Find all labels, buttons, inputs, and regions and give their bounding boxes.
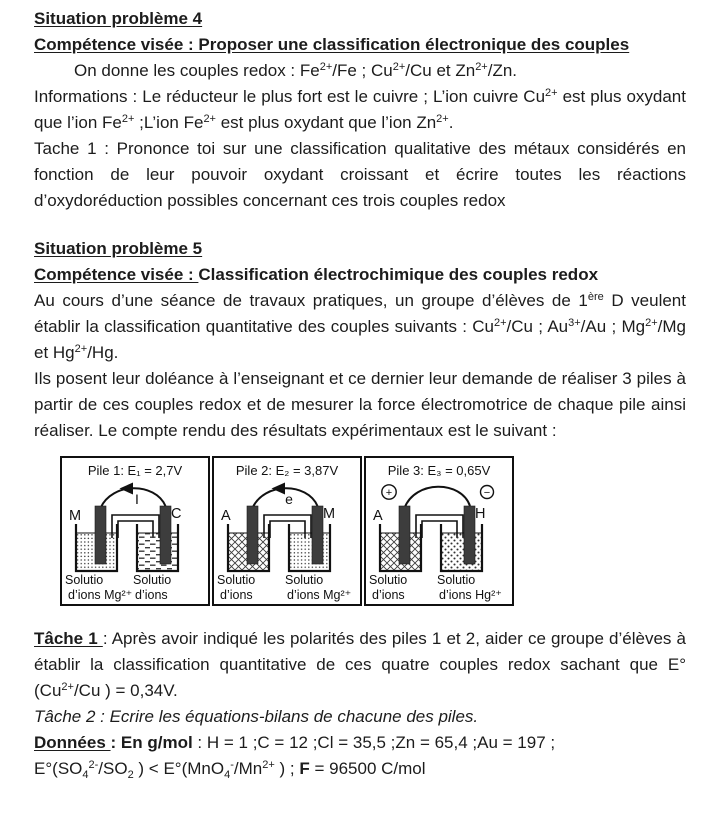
right-beaker — [137, 524, 178, 571]
pile-3-diagram — [364, 456, 514, 606]
text-segment: /SO — [98, 759, 128, 778]
electro-paragraph — [34, 756, 686, 782]
left-electrode-label: A — [373, 508, 383, 524]
text-segment: SO — [57, 759, 83, 778]
text-segment: 2+ — [262, 759, 275, 771]
left-solution-label — [369, 573, 407, 602]
sp4-competence-heading: Compétence visée : Proposer une classification électronique des couples — [34, 35, 630, 54]
left-solution-label — [65, 573, 132, 602]
text-segment: /Cu et Zn — [405, 61, 476, 80]
text-segment: /Hg. — [87, 343, 119, 362]
text-segment: . — [448, 113, 454, 132]
sp4-tache-paragraph — [34, 136, 686, 214]
right-electrode-label: H — [475, 506, 486, 522]
sp4-title: Situation problème 4 — [34, 9, 203, 28]
text-segment: 2+ — [121, 113, 135, 125]
text-segment: Ils posent leur doléance à l’enseignant et ce dernier leur demande de réaliser 3 piles à partir de ces couples redox et de mesurer la force électromotrice de chaque pile ainsi réaliser. Le compte rendu des résultats expérimentaux est le suivant : — [34, 369, 686, 440]
text-segment: 2- — [88, 759, 99, 771]
text-segment: Informations : Le réducteur le plus fort est le cuivre ; L’ion cuivre Cu — [34, 87, 546, 106]
text-segment: Au cours d’une séance de travaux pratiques, un groupe d’élèves de 1 — [34, 291, 588, 310]
right-electrode-label: M — [323, 506, 336, 522]
left-electrode — [247, 506, 258, 564]
sp5-title: Situation problème 5 — [34, 239, 203, 258]
wire — [405, 487, 471, 508]
left-electrode — [399, 506, 410, 564]
pile-2-title: Pile 2: E₂ = 3,87V — [235, 463, 339, 478]
text-segment: En g/mol — [120, 733, 193, 752]
pile-1-diagram — [60, 456, 210, 606]
text-segment: 2+ — [493, 317, 507, 329]
text-segment: ;L’ion Fe — [134, 113, 204, 132]
right-electrode — [160, 506, 171, 564]
right-solution-label — [437, 573, 502, 602]
text-segment: F — [299, 759, 310, 778]
text-segment: 2+ — [645, 317, 658, 329]
text-segment: /Cu ) = 0,34V. — [73, 681, 178, 700]
left-solution-label — [217, 573, 255, 602]
svg-text:d’ions Hg²⁺: d’ions Hg²⁺ — [439, 588, 502, 602]
text-segment: ère — [587, 291, 604, 303]
text-segment: 4 — [224, 769, 231, 781]
text-segment: : H = 1 ;C = 12 ;Cl = 35,5 ;Zn = 65,4 ;Au = 197 ; — [192, 733, 556, 752]
text-segment: /Zn. — [487, 61, 518, 80]
text-segment: 4 — [82, 769, 89, 781]
text-segment: 2+ — [203, 113, 216, 125]
text-segment: ) ; — [274, 759, 300, 778]
svg-text:Solutio: Solutio — [285, 573, 324, 587]
text-segment: E°( — [34, 759, 58, 778]
text-segment: 2+ — [436, 113, 449, 125]
svg-text:Solutio: Solutio — [133, 573, 172, 587]
text-segment: D veulent établir la classification quantitative des couples suivants : Cu — [34, 291, 686, 336]
svg-text:d’ions: d’ions — [135, 588, 168, 602]
right-beaker — [441, 524, 482, 571]
sp5-para1 — [34, 288, 686, 366]
svg-text:Solutio: Solutio — [437, 573, 476, 587]
svg-text:Solutio: Solutio — [217, 573, 256, 587]
current-label: I — [135, 491, 139, 507]
text-segment: Classification électrochimique des couples redox — [198, 265, 599, 284]
electron-label: e — [285, 491, 293, 507]
text-segment: Tache 1 : Prononce toi sur une classification qualitative des métaux considérés en fonction de leur pouvoir oxydant croissant et écrire toutes les réactions d’oxydoréduction possibles concernant ces trois couples redox — [34, 139, 686, 210]
text-segment: ) < E°( — [133, 759, 188, 778]
text-segment: 2+ — [475, 61, 488, 73]
text-segment: 3+ — [568, 317, 581, 329]
text-segment: 2 — [127, 769, 134, 781]
text-segment: /Fe ; Cu — [332, 61, 393, 80]
right-electrode-label: C — [171, 506, 182, 522]
sp5-para2 — [34, 366, 686, 444]
text-segment: 2+ — [61, 681, 74, 693]
text-segment: On donne les couples redox : Fe — [74, 61, 320, 80]
minus-terminal-icon — [481, 486, 494, 500]
text-segment: est plus oxydant que l’ion Zn — [215, 113, 437, 132]
text-segment: est plus oxydant que l’ion Fe — [34, 87, 686, 132]
text-segment: 2+ — [392, 61, 406, 73]
svg-text:Solutio: Solutio — [65, 573, 104, 587]
sp5-competence-heading — [34, 262, 686, 288]
text-segment: 2+ — [319, 61, 333, 73]
tache2-paragraph — [34, 704, 686, 730]
tache1-paragraph — [34, 626, 686, 704]
text-segment: Données — [34, 733, 111, 752]
text-segment: MnO — [187, 759, 225, 778]
svg-text:d’ions: d’ions — [372, 588, 405, 602]
text-segment: Compétence visée : — [34, 265, 199, 284]
left-electrode-label: A — [221, 508, 231, 524]
text-segment: /Au ; Mg — [580, 317, 646, 336]
sp4-intro-paragraph — [34, 58, 686, 84]
text-segment: - — [230, 759, 234, 771]
text-segment: = 96500 C/mol — [309, 759, 426, 778]
pile-3-title: Pile 3: E₃ = 0,65V — [387, 463, 491, 478]
right-electrode — [312, 506, 323, 564]
svg-text:−: − — [483, 487, 491, 499]
text-segment: : Après avoir indiqué les polarités des piles 1 et 2, aider ce groupe d’élèves à établir la classification quantitative de ces quatre couples redox sachant que E°(Cu — [34, 629, 686, 700]
right-solution-label — [285, 573, 351, 602]
donnees-paragraph — [34, 730, 686, 756]
text-segment: 2+ — [545, 87, 558, 99]
svg-text:d’ions: d’ions — [220, 588, 253, 602]
pile-1-title: Pile 1: E₁ = 2,7V — [87, 463, 183, 478]
sp4-informations-paragraph — [34, 84, 686, 136]
plus-terminal-icon — [382, 485, 396, 499]
svg-text:+: + — [385, 487, 393, 499]
svg-text:Solutio: Solutio — [369, 573, 408, 587]
left-electrode — [95, 506, 106, 564]
left-electrode-label: M — [69, 508, 82, 524]
right-electrode — [464, 506, 475, 564]
text-segment: Tâche 2 : Ecrire les équations-bilans de chacune des piles. — [34, 707, 479, 726]
text-segment: 2+ — [74, 343, 88, 355]
electron-arrow-icon — [272, 483, 286, 495]
pile-2-diagram — [212, 456, 362, 606]
svg-text:d’ions Mg²⁺: d’ions Mg²⁺ — [68, 588, 133, 602]
piles-figure — [60, 456, 514, 606]
text-segment: /Mg et Hg — [34, 317, 686, 362]
right-solution-label — [133, 573, 171, 602]
svg-text:d’ions Mg²⁺: d’ions Mg²⁺ — [287, 588, 352, 602]
right-beaker — [289, 524, 330, 571]
text-segment: /Cu ; Au — [506, 317, 569, 336]
text-segment: /Mn — [233, 759, 263, 778]
text-segment: Tâche 1 — [34, 629, 103, 648]
current-arrow-icon — [120, 483, 134, 495]
text-segment: : — [110, 733, 121, 752]
